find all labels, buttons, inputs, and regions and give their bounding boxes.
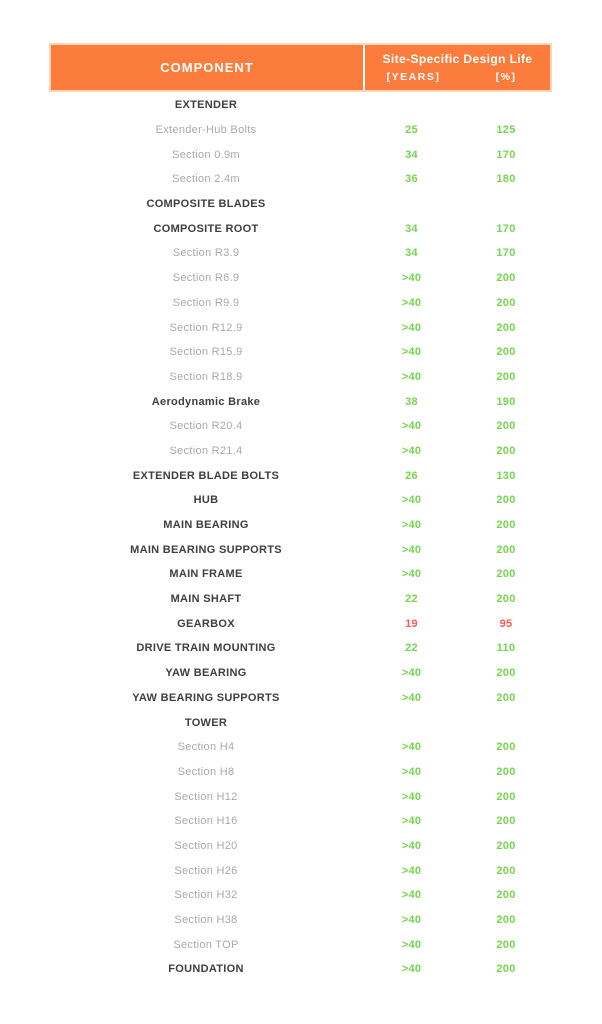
- table-body: [49, 92, 552, 982]
- percent-value-cell: 95: [499, 617, 513, 630]
- years-value-cell: >40: [401, 839, 422, 852]
- years-value-cell: >40: [401, 272, 422, 285]
- component-cell: Section H26: [174, 864, 238, 877]
- component-cell: MAIN BEARING: [163, 519, 249, 532]
- table-row: [49, 439, 552, 464]
- component-cell: MAIN SHAFT: [170, 593, 242, 606]
- table-row: [49, 932, 552, 957]
- design-life-column-header: [363, 45, 550, 90]
- component-cell: YAW BEARING: [165, 667, 247, 680]
- table-row: [49, 784, 552, 809]
- component-cell: Section H4: [177, 741, 235, 754]
- component-cell: Section R6.9: [172, 272, 240, 285]
- component-cell: TOWER: [184, 716, 228, 729]
- percent-value-cell: 200: [496, 272, 516, 285]
- percent-value-cell: 110: [496, 642, 516, 655]
- years-value-cell: >40: [401, 296, 422, 309]
- years-value-cell: >40: [401, 370, 422, 383]
- component-cell: Section 0.9m: [172, 148, 240, 161]
- design-life-table: [49, 43, 552, 982]
- years-value-cell: 22: [405, 642, 418, 655]
- percent-value-cell: 200: [496, 346, 516, 359]
- percent-value-cell: 200: [496, 765, 516, 778]
- years-value-cell: >40: [401, 420, 422, 433]
- table-row: [49, 340, 552, 365]
- percent-value-cell: 200: [496, 543, 516, 556]
- component-cell: Section R21.4: [169, 444, 243, 457]
- table-row: [49, 686, 552, 711]
- table-row: [49, 834, 552, 859]
- years-value-cell: >40: [401, 667, 422, 680]
- years-value-cell: >40: [401, 519, 422, 532]
- component-cell: MAIN FRAME: [169, 568, 243, 581]
- component-column-header: COMPONENT: [160, 60, 254, 75]
- table-row: [49, 735, 552, 760]
- table-row: [49, 537, 552, 562]
- percent-value-cell: 170: [496, 247, 516, 260]
- percent-value-cell: 190: [496, 395, 516, 408]
- percent-value-cell: 130: [496, 469, 516, 482]
- years-value-cell: 25: [405, 124, 418, 137]
- table-row: [49, 414, 552, 439]
- percent-column-header: [%]: [495, 71, 517, 83]
- percent-value-cell: 200: [496, 889, 516, 902]
- table-row: [49, 587, 552, 612]
- percent-value-cell: 200: [496, 593, 516, 606]
- years-column-header: [YEARS]: [386, 71, 441, 83]
- table-row: [49, 710, 552, 735]
- component-cell: Section H32: [174, 889, 238, 902]
- table-row: [49, 93, 552, 118]
- years-value-cell: >40: [401, 568, 422, 581]
- percent-value-cell: 200: [496, 370, 516, 383]
- percent-value-cell: 180: [496, 173, 516, 186]
- percent-value-cell: 200: [496, 963, 516, 976]
- years-value-cell: >40: [401, 938, 422, 951]
- component-cell: Section R12.9: [169, 321, 243, 334]
- table-row: [49, 636, 552, 661]
- table-row: [49, 513, 552, 538]
- component-cell: Section H38: [174, 914, 238, 927]
- percent-value-cell: 125: [496, 124, 516, 137]
- component-cell: HUB: [193, 494, 219, 507]
- table-row: [49, 389, 552, 414]
- years-value-cell: >40: [401, 494, 422, 507]
- table-row: [49, 957, 552, 982]
- table-header: [49, 43, 552, 92]
- design-life-title: Site-Specific Design Life: [382, 52, 533, 66]
- years-value-cell: >40: [401, 543, 422, 556]
- years-value-cell: >40: [401, 963, 422, 976]
- component-cell: Section R9.9: [172, 296, 240, 309]
- component-cell: DRIVE TRAIN MOUNTING: [136, 642, 276, 655]
- component-cell: Section R3.9: [172, 247, 240, 260]
- percent-value-cell: 200: [496, 420, 516, 433]
- component-cell: YAW BEARING SUPPORTS: [132, 691, 280, 704]
- table-row: [49, 562, 552, 587]
- table-row: [49, 315, 552, 340]
- table-row: [49, 463, 552, 488]
- percent-value-cell: 200: [496, 444, 516, 457]
- component-cell: COMPOSITE BLADES: [146, 198, 266, 211]
- percent-value-cell: 200: [496, 321, 516, 334]
- years-value-cell: 34: [405, 247, 418, 260]
- table-row: [49, 118, 552, 143]
- component-cell: Section R15.9: [169, 346, 243, 359]
- years-value-cell: >40: [401, 864, 422, 877]
- percent-value-cell: 200: [496, 864, 516, 877]
- table-row: [49, 858, 552, 883]
- component-cell: Section 2.4m: [172, 173, 240, 186]
- years-value-cell: >40: [401, 321, 422, 334]
- table-row: [49, 192, 552, 217]
- component-cell: Section H12: [174, 790, 238, 803]
- table-row: [49, 488, 552, 513]
- years-value-cell: 22: [405, 593, 418, 606]
- percent-value-cell: 170: [496, 148, 516, 161]
- component-cell: FOUNDATION: [168, 963, 244, 976]
- component-cell: EXTENDER: [174, 99, 238, 112]
- percent-value-cell: 200: [496, 691, 516, 704]
- component-cell: Aerodynamic Brake: [151, 395, 261, 408]
- component-cell: Section TOP: [173, 938, 239, 951]
- percent-value-cell: 200: [496, 519, 516, 532]
- table-row: [49, 142, 552, 167]
- years-value-cell: >40: [401, 741, 422, 754]
- table-row: [49, 216, 552, 241]
- table-row: [49, 661, 552, 686]
- component-cell: Section H20: [174, 839, 238, 852]
- years-value-cell: >40: [401, 815, 422, 828]
- component-cell: GEARBOX: [177, 617, 235, 630]
- years-value-cell: 19: [405, 617, 418, 630]
- years-value-cell: >40: [401, 346, 422, 359]
- percent-value-cell: 200: [496, 815, 516, 828]
- percent-value-cell: 200: [496, 667, 516, 680]
- table-row: [49, 241, 552, 266]
- percent-value-cell: 200: [496, 741, 516, 754]
- component-cell: COMPOSITE ROOT: [153, 222, 259, 235]
- table-row: [49, 266, 552, 291]
- design-life-subheader: [365, 71, 550, 83]
- years-value-cell: 34: [405, 148, 418, 161]
- component-cell: MAIN BEARING SUPPORTS: [130, 543, 282, 556]
- component-cell: Extender-Hub Bolts: [155, 124, 257, 137]
- table-row: [49, 760, 552, 785]
- table-row: [49, 809, 552, 834]
- percent-value-cell: 200: [496, 790, 516, 803]
- years-value-cell: 36: [405, 173, 418, 186]
- table-row: [49, 883, 552, 908]
- years-value-cell: >40: [401, 889, 422, 902]
- table-row: [49, 167, 552, 192]
- component-cell: EXTENDER BLADE BOLTS: [132, 469, 280, 482]
- percent-value-cell: 200: [496, 296, 516, 309]
- component-cell: Section R20.4: [169, 420, 243, 433]
- percent-value-cell: 200: [496, 914, 516, 927]
- years-value-cell: 26: [405, 469, 418, 482]
- years-value-cell: >40: [401, 914, 422, 927]
- percent-value-cell: 200: [496, 839, 516, 852]
- years-value-cell: >40: [401, 790, 422, 803]
- table-row: [49, 291, 552, 316]
- years-value-cell: >40: [401, 765, 422, 778]
- percent-value-cell: 200: [496, 494, 516, 507]
- component-cell: Section H8: [177, 765, 235, 778]
- table-row: [49, 365, 552, 390]
- component-cell: Section R18.9: [169, 370, 243, 383]
- percent-value-cell: 170: [496, 222, 516, 235]
- table-row: [49, 611, 552, 636]
- percent-value-cell: 200: [496, 568, 516, 581]
- component-cell: Section H16: [174, 815, 238, 828]
- years-value-cell: >40: [401, 444, 422, 457]
- years-value-cell: 38: [405, 395, 418, 408]
- table-row: [49, 908, 552, 933]
- years-value-cell: >40: [401, 691, 422, 704]
- years-value-cell: 34: [405, 222, 418, 235]
- percent-value-cell: 200: [496, 938, 516, 951]
